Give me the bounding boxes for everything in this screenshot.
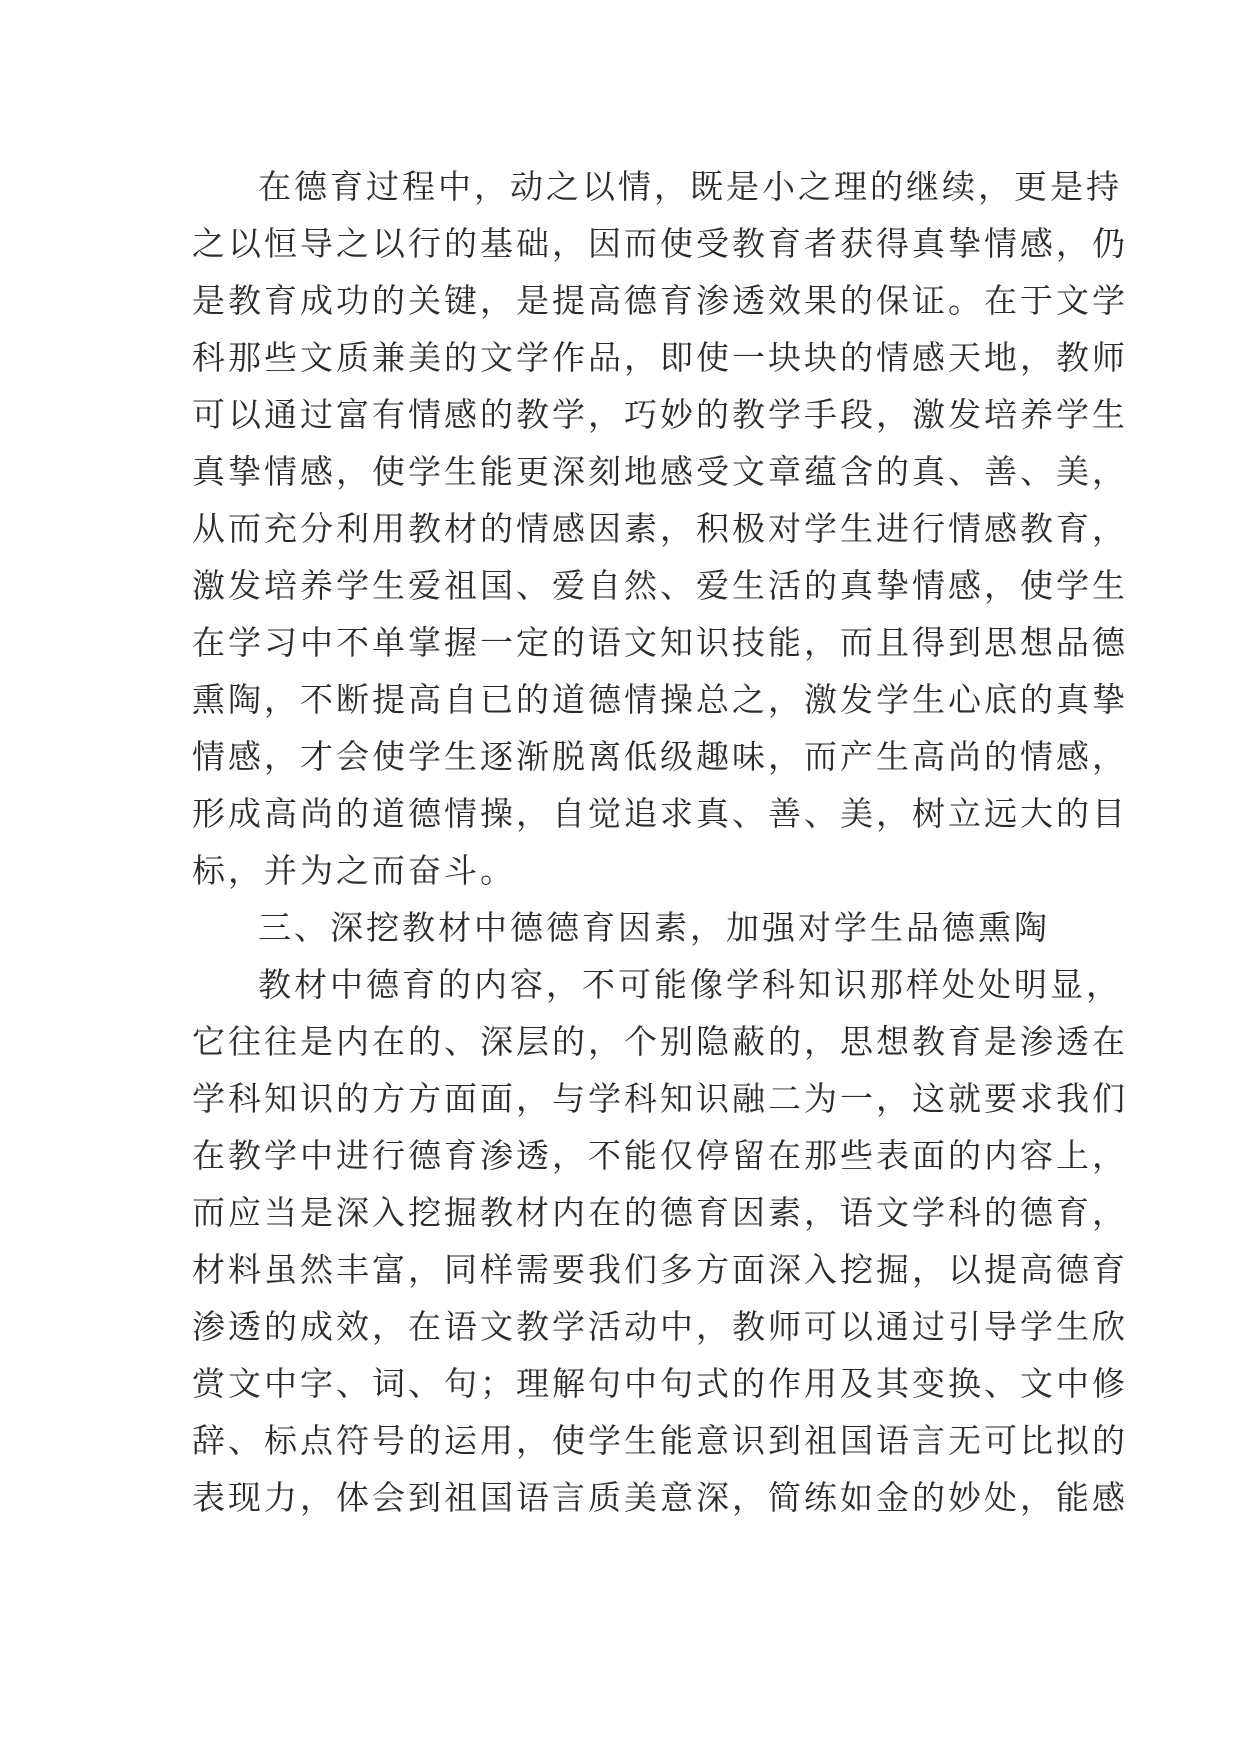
text-line: 表现力，体会到祖国语言质美意深，简练如金的妙处，能感 xyxy=(192,1478,1128,1517)
text-line: 之以恒导之以行的基础，因而使受教育者获得真挚情感，仍 xyxy=(192,224,1128,263)
text-line: 科那些文质兼美的文学作品，即使一块块的情感天地，教师 xyxy=(192,338,1128,377)
text-line: 形成高尚的道德情操，自觉追求真、善、美，树立远大的目 xyxy=(192,794,1128,833)
text-line: 激发培养学生爱祖国、爱自然、爱生活的真挚情感，使学生 xyxy=(192,566,1128,605)
paragraph-1 xyxy=(192,158,1128,899)
text-line: 教材中德育的内容，不可能像学科知识那样处处明显， xyxy=(258,965,1122,1004)
text-line: 真挚情感，使学生能更深刻地感受文章蕴含的真、善、美， xyxy=(192,452,1128,491)
text-line: 赏文中字、词、句；理解句中句式的作用及其变换、文中修 xyxy=(192,1364,1128,1403)
paragraph-2 xyxy=(192,956,1128,1526)
text-line: 材料虽然丰富，同样需要我们多方面深入挖掘，以提高德育 xyxy=(192,1250,1128,1289)
text-line: 渗透的成效，在语文教学活动中，教师可以通过引导学生欣 xyxy=(192,1307,1128,1346)
body-text xyxy=(192,158,1128,1526)
text-line: 标，并为之而奋斗。 xyxy=(192,851,516,890)
text-line: 它往往是内在的、深层的，个别隐蔽的，思想教育是渗透在 xyxy=(192,1022,1128,1061)
text-line: 熏陶，不断提高自已的道德情操总之，激发学生心底的真挚 xyxy=(192,680,1128,719)
text-line: 情感，才会使学生逐渐脱离低级趣味，而产生高尚的情感， xyxy=(192,737,1128,776)
text-line: 辞、标点符号的运用，使学生能意识到祖国语言无可比拟的 xyxy=(192,1421,1128,1460)
text-line: 而应当是深入挖掘教材内在的德育因素，语文学科的德育， xyxy=(192,1193,1128,1232)
text-line: 在德育过程中，动之以情，既是小之理的继续，更是持 xyxy=(258,167,1122,206)
text-line: 从而充分利用教材的情感因素，积极对学生进行情感教育， xyxy=(192,509,1128,548)
text-line: 是教育成功的关键，是提高德育渗透效果的保证。在于文学 xyxy=(192,281,1128,320)
text-line: 在学习中不单掌握一定的语文知识技能，而且得到思想品德 xyxy=(192,623,1128,662)
section-heading: 三、深挖教材中德德育因素，加强对学生品德熏陶 xyxy=(258,908,1050,947)
text-line: 在教学中进行德育渗透，不能仅停留在那些表面的内容上， xyxy=(192,1136,1128,1175)
text-line: 可以通过富有情感的教学，巧妙的教学手段，激发培养学生 xyxy=(192,395,1128,434)
text-line: 学科知识的方方面面，与学科知识融二为一，这就要求我们 xyxy=(192,1079,1128,1118)
